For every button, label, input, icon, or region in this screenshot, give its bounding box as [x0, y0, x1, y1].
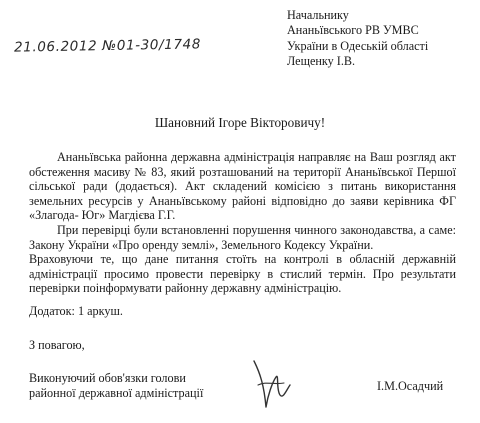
recipient-line: Начальнику — [287, 8, 349, 22]
body-paragraph: Враховуючи те, що дане питання стоїть на контролі в обласній державній адміністрації просимо провести перевірку в стислий термін. Про результати перевірки поінформувати районну державну адміністрацію. — [29, 252, 456, 296]
signer-title-line: районної державної адміністрації — [29, 386, 204, 401]
signer-title-line: Виконуючий обов'язки голови — [29, 371, 186, 385]
body-paragraph: Ананьївська районна державна адміністрація направляє на Ваш розгляд акт обстеження масиву № 83, який розташований на території Ананьївської Першої сільської ради (додається). Акт складений комісією з питань використання земельних ресурсів у Ананьївському районі відповідно до заяви керівника ФГ «Злагода- Юг» Магдієва Г.Г. — [29, 150, 456, 223]
signer-name: І.М.Осадчий — [377, 379, 444, 393]
recipient-line: України в Одеській області — [287, 38, 429, 53]
handwritten-registration-number: 21.06.2012 №01-30/1748 — [13, 36, 202, 56]
letter-body — [29, 150, 456, 296]
recipient-block — [287, 8, 428, 70]
closing-phrase: З повагою, — [29, 338, 85, 352]
recipient-line: Лещенку І.В. — [287, 54, 356, 69]
handwritten-signature — [246, 355, 294, 415]
body-paragraph: При перевірці були встановленні порушення чинного законодавства, а саме: Закону України «Про оренду землі», Земельного Кодексу України. — [29, 222, 456, 252]
salutation: Шановний Ігоре Вікторовичу! — [154, 115, 326, 130]
attachment-note: Додаток: 1 аркуш. — [29, 304, 123, 318]
signer-title — [29, 371, 203, 402]
recipient-line: Ананьївського РВ УМВС — [287, 23, 419, 38]
